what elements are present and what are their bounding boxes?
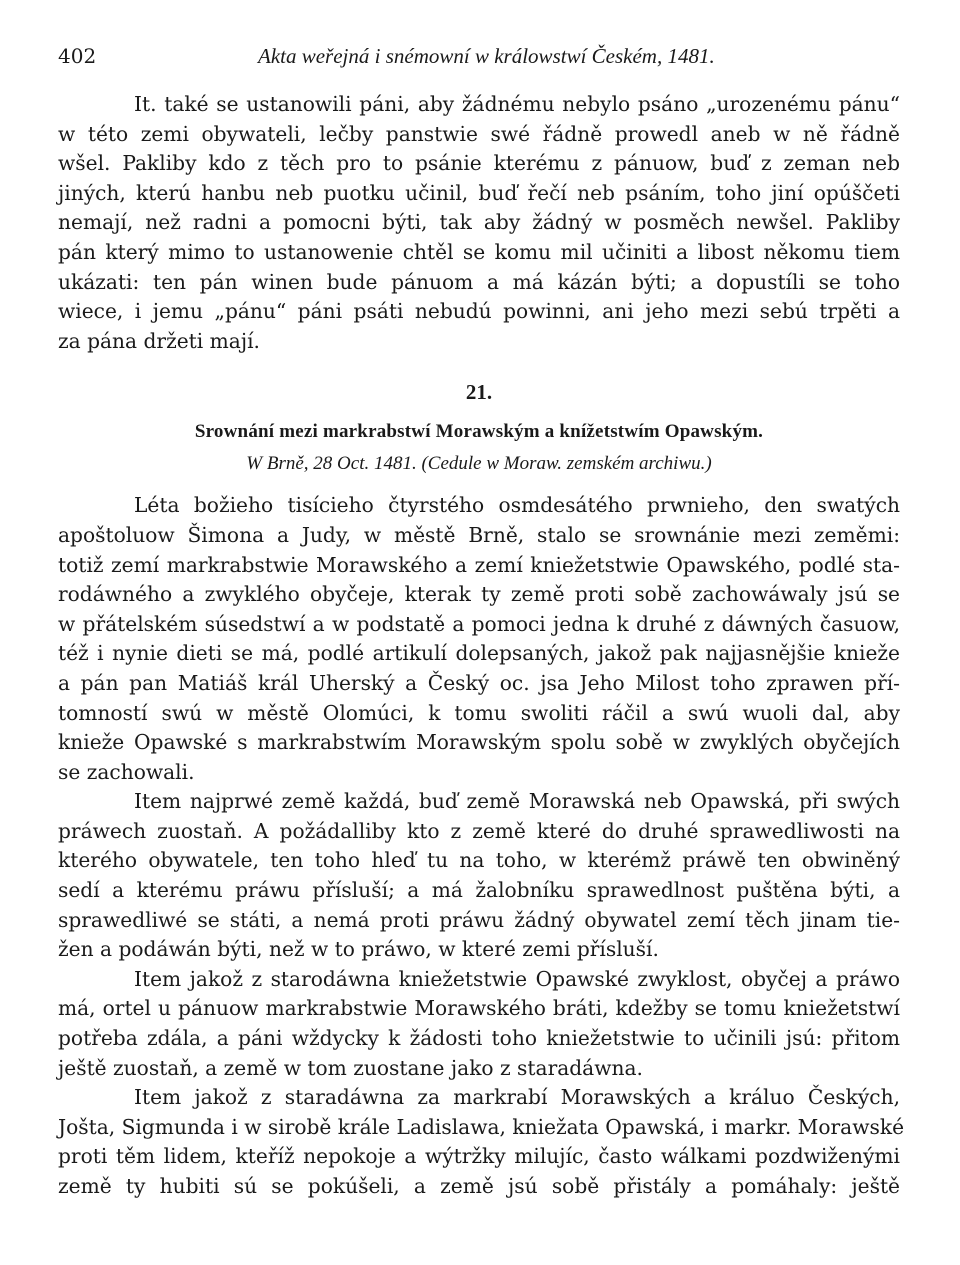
text-line: sedí a kterému práwu přísluší; a má žalobníku sprawedlnost puštěna býti, a — [58, 878, 900, 903]
text-line: Item jakož z staradáwna za markrabí Morawských a králuo Českých, — [134, 1085, 900, 1110]
paragraph-continuation — [58, 90, 900, 356]
text-line: země ty hubiti sú se pokúšeli, a země jsú sobě přistály a pomáhaly: ještě — [58, 1174, 900, 1198]
text-line: proti těm lidem, kteříž nepokoje a wýtržky milujíc, často wálkami pozdwiženými — [58, 1144, 900, 1169]
text-line: práwech zuostaň. A požádalliby kto z země které do druhé sprawedliwosti na — [58, 818, 900, 843]
text-line: tomností swú w městě Olomúci, k tomu swoliti ráčil a swú wuoli dal, aby — [58, 700, 900, 725]
paragraph-article-3 — [58, 1083, 905, 1201]
document-source: W Brně, 28 Oct. 1481. (Cedule w Moraw. zemském archiwu.) — [246, 453, 712, 475]
paragraph-article-2 — [58, 965, 900, 1083]
text-line: se zachowali. — [58, 759, 195, 784]
text-line: w přátelském súsedstwí a w podstatě a pomoci jedna k druhé z dáwných časuow, — [58, 611, 900, 636]
text-line: Léta božieho tisícieho čtyrstého osmdesátého prwnieho, den swatých — [134, 493, 900, 518]
paragraph-article-1 — [58, 787, 900, 965]
document-number: 21. — [465, 380, 493, 405]
text-line: žen a podáwán býti, než w to práwo, w které zemi přísluší. — [58, 937, 659, 962]
running-header — [58, 42, 900, 76]
running-title: Akta weřejná i snémowní w králowstwí Českém, 1481. — [258, 44, 715, 68]
text-line: též i nynie dieti se má, podlé artikulí dolepsaných, jakož pak najjasnějšie knieže — [58, 641, 900, 666]
text-line: wiece, i jemu „pánu“ páni psáti nebudú powinni, ani jeho mezi sebú trpěti a — [58, 299, 900, 324]
paragraph-preamble — [58, 491, 900, 787]
text-line: jiných, kterú hanbu neb puotku učinil, buď řečí neb psáním, toho jiní opúščeti — [58, 180, 900, 205]
text-line: ještě zuostaň, a země w tom zuostane jako z staradáwna. — [58, 1055, 643, 1080]
text-line: It. také se ustanowili páni, aby žádnému nebylo psáno „urozenému pánu“ — [134, 92, 900, 116]
text-line: rodáwného a zwyklého obyčeje, kterak ty země proti sobě zachowáwaly jsú se — [58, 582, 900, 607]
text-line: má, ortel u pánuow markrabstwie Morawského bráti, kdežby se tomu kniežetstwí — [58, 996, 900, 1021]
book-page — [58, 42, 905, 1202]
text-line: apoštoluow Šimona a Judy, w městě Brně, stalo se srownánie mezi zeměmi: — [58, 522, 900, 547]
text-line: totiž zemí markrabstwie Morawského a zemí kniežetstwie Opawského, podlé sta- — [58, 552, 900, 577]
text-line: kterého obywatele, ten toho hleď tu na toho, w kterémž práwě ten obwiněný — [58, 848, 900, 873]
text-line: a pán pan Matiáš král Uherský a Český oc. jsa Jeho Milost toho zprawen pří- — [58, 670, 900, 695]
text-line: wšel. Pakliby kdo z těch pro to psánie kterému z pánuow, buď z zeman neb — [58, 151, 900, 176]
text-line: knieže Opawské s markrabstwím Morawským spolu sobě w zwyklých obyčejích — [58, 730, 900, 755]
text-line: Item jakož z starodáwna kniežetstwie Opawské zwyklost, obyčej a práwo — [134, 966, 900, 991]
text-line: sprawedliwé se státi, a nemá proti práwu žádný obywatel zemí těch jinam tie- — [58, 907, 900, 932]
text-line: za pána držeti mají. — [58, 328, 260, 353]
document-body — [58, 491, 905, 1201]
text-line: nemají, než radni a pomocni býti, tak aby žádný w posměch newšel. Pakliby — [58, 210, 900, 235]
text-line: ukázati: ten pán winen bude pánuom a má kázán býti; a dopustíli se toho — [58, 269, 900, 294]
text-line: Jošta, Sigmunda i w sirobě krále Ladislawa, kniežata Opawská, i markr. Morawské — [58, 1114, 905, 1139]
text-line: pán který mimo to ustanowenie chtěl se komu mil učiniti a libost někomu tiem — [58, 239, 900, 264]
document-title: Srownání mezi markrabstwí Morawským a knížetstwím Opawským. — [194, 421, 764, 443]
text-line: potřeba zdála, a páni wždycky k žádosti toho kniežetstwie to učinili jsú: přitom — [58, 1026, 900, 1051]
page-number: 402 — [58, 44, 97, 68]
text-line: Item najprwé země každá, buď země Morawská neb Opawská, při swých — [134, 789, 900, 814]
text-line: w této zemi obywateli, lečby panstwie swé řádně prowedl aneb w ně řádně — [58, 121, 900, 146]
